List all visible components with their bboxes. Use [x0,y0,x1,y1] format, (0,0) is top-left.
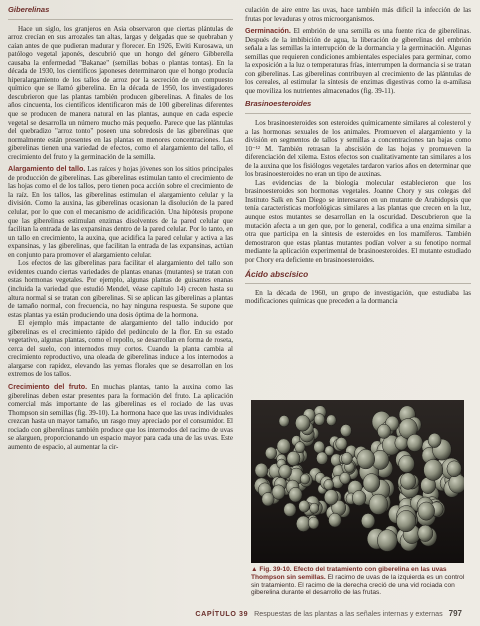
section-title-abscisic-acid: Ácido abscísico [245,269,309,280]
grape-berry [316,452,327,465]
paragraph-text: En muchas plantas, tanto la auxina como las giberelinas deben estar presentes para la formación del fruto. La aplicación comercial más importante de las giberelinas es el rociado de las uvas Thompson sin semillas (fig. 39-10). La hormona hace que las uvas individuales crezcan hasta un mayor tamaño, un rasgo muy apreciado por el consumidor. El rociado con giberelinas también produce que los internodos del racimo de uvas se alarguen, proporcionando un espacio mayor para cada una de las uvas. Este aumento de espacio, al aumentar la cir- [8,382,233,451]
grape-berry [324,479,334,490]
grape-berry [287,451,300,466]
page-footer [195,609,462,618]
paragraph-lead: Germinación. [245,26,291,36]
chapter-label: CAPÍTULO 39 [195,610,249,618]
grape-berry [279,465,292,479]
grape-berry [399,455,415,472]
caption-title: ▲ Fig. 39-10. Efecto del tratamiento con giberelina en las uvas Thompson sin semillas. [251,566,447,581]
grape-berry [377,424,390,438]
grape-berry [357,449,375,469]
paragraph: Las evidencias de la biología molecular establecieron que los brasinoesteroides son hormonas vegetales. Joanne Chory y sus colegas del Instituto Salk en San Diego se interesaron en un mutante de Arabidopsis que tenía características morfológicas similares a las plantas que crecen en la luz, aunque estos mutantes se desarrollan en la oscuridad. Descubrieron que la mutación afecta a un gen que, por lo general, codifica a una enzima similar a otra que participa en la síntesis de esteroides en los mamíferos. También demostraron que estas plantas mutantes podían volver a su fenotipo normal mediante la aplicación experimental de brasinoesteroides. El mutante estudiado por Chory era deficiente en brasinoesteroides. [245,178,471,264]
paragraph-text: El embrión de una semilla es una fuente rica de giberelinas. Después de la imbibición de agua, la liberación de giberelinas del embrión señala a las semillas la interrupción de la dormancia y la germinación. Algunas semillas que requieren condiciones ambientales especiales para germinar, como la exposición a la luz o temperaturas frías, interrumpen la dormancia si se tratan con giberelinas. Las giberelinas contribuyen al crecimiento de las plántulas de los cereales, al estimular la síntesis de enzimas digestivas como la α-amilasa que moviliza los nutrientes almacenados (fig. 39-11). [245,27,471,95]
grape-berry [418,502,435,520]
grape-berry [299,500,310,512]
grape-berry [314,441,325,453]
grape-berry [326,415,336,426]
paragraph: Hace un siglo, los granjeros en Asia observaron que ciertas plántulas de arroz crecían en sus arrozales tan altas, largas y delgadas que se quebraban y caían antes de que pudieran madurar y florecer. En 1926, Ewiti Kurosawa, un patólogo vegetal japonés, descubrió que un hongo del género Gibberella causaba la enfermedad "Bakanae" (semillas bobas o plantas tontas). En la década de 1930, los científicos japoneses determinaron que el hongo producía hiperalargamiento de los tallos de arroz por la secreción de un compuesto químico que se llamó giberelina. En la década de 1950, los investigadores descubrieron que las plantas también producen giberelinas. A finales de los años cincuenta, los científicos identificaron más de 100 giberelinas diferentes que se producen de manera natural en las plantas, aunque en cada especie vegetal se desarrolla un número mucho más pequeño. Parece que las plántulas del quebradizo "arroz tonto" poseen una sobredosis de las giberelinas que normalmente están presentes en las plantas en menores concentraciones. Las giberelinas tienen una variedad de efectos, como el alargamiento del tallo, el crecimiento del fruto y la germinación de la semilla. [8,24,233,161]
grape-berry [363,474,380,493]
grape-berry [265,447,276,459]
paragraph-fruit-growth [8,383,233,451]
grape-berry [277,439,291,454]
paragraph: Los efectos de las giberelinas para facilitar el alargamiento del tallo son evidentes cuando ciertas variedades de plantas enanas (mutantes) se tratan con estas hormonas vegetales. Por ejemplo, algunas plantas de guisantes enanas (incluida la variedad que estudió Mendel, véase capítulo 14) crecen hasta su altura normal si se tratan con giberelinas. Si se aplican las giberelinas a plantas de tamaño normal, con frecuencia, no hay ninguna respuesta. Se supone que estas plantas ya están produciendo una dosis óptima de la hormona. [8,259,233,319]
grape-berry [314,414,325,426]
grape-clusters-illustration [251,400,464,563]
grape-berry [428,433,441,447]
section-rule [245,283,471,284]
right-column [245,6,471,306]
grape-berry [295,442,305,453]
paragraph-germination [245,27,471,95]
grape-berry [295,415,310,431]
grape-berry [401,473,416,490]
grape-berry [308,517,319,529]
grape-berry [336,437,347,450]
paragraph-lead: Crecimiento del fruto. [8,381,88,391]
grape-berry [262,492,274,506]
grape-berry [447,461,462,477]
grape-berry [418,525,433,542]
grape-berry [352,490,366,505]
grape-berry [255,463,268,477]
section-title-gibberellins: Giberelinas [8,5,50,14]
grape-berry [340,424,351,436]
paragraph: El ejemplo más impactante de alargamiento del tallo inducido por giberelinas es el crecimiento rápido del pedúnculo de la flor. En su estado vegetativo, algunas plantas, como el repollo, se desarrollan en forma de roseta, cerca del suelo, con internodos muy cortos. Cuando la planta cambia al crecimiento reproductivo, una oleada de giberelinas induce a los internodos a alargarse con rapidez, elevando las yemas florales que se desarrollan en los extremos de los tallos. [8,319,233,379]
grape-berry [340,472,351,484]
grape-berry [329,513,342,527]
grape-berry [300,474,309,484]
grape-berry [369,494,388,514]
grape-berry [449,474,464,493]
grape-berry [396,510,415,531]
paragraph: culación de aire entre las uvas, hace también más difícil la infección de las frutas por levaduras y otros microorganismos. [245,6,471,23]
grape-berry [377,530,397,552]
section-rule [8,19,233,20]
grape-berry [424,459,443,480]
figure-caption [251,566,467,597]
page-number: 797 [448,609,462,618]
section-title-brassinosteroids: Brasinoesteroides [245,99,312,109]
left-column [8,6,233,451]
chapter-title: Respuestas de las plantas a las señales internas y externas [254,610,443,618]
paragraph-text: Las raíces y hojas jóvenes son los sitios principales de producción de giberelinas. Las giberelinas estimulan tanto el crecimiento de las hojas como el de los tallos, pero tienen poca acción sobre el crecimiento de la raíz. En los tallos, las giberelinas estimulan el alargamiento celular y la división. Como la auxina, las giberelinas ocasionan la disolución de la pared celular, por lo que con el mecanismo de acidificación. Una hipótesis propone que las giberelinas estimulan enzimas disolventes de la pared celular que facilitan la entrada de las expansinas dentro de la pared celular. Por lo tanto, en un tallo en crecimiento, la auxina, que acidifica la pared celular y activa a las expansinas, y las giberelinas, que facilitan la entrada de las expansinas, actúan en conjunto para promover el alargamiento celular. [8,165,233,259]
grape-berry [324,490,338,505]
grape-berry [310,503,319,513]
paragraph-stem-elongation [8,165,233,259]
grape-berry [407,434,423,451]
paragraph: En la década de 1960, un grupo de investigación, que estudiaba las modificaciones químicas que preceden a la dormancia [245,288,471,306]
paragraph: Los brasinoesteroides son esteroides químicamente similares al colesterol y a las hormonas sexuales de los animales. Promueven el alargamiento y la división en segmentos de tallos y semillas a concentraciones tan bajas como 10⁻¹² M. También retrasan la abscisión de las hojas y promueven la diferenciación del xilema. Estos efectos son cualitativamente tan similares a los de la auxina que los fisiólogos vegetales tardaron varios años en determinar que los brasinoesteroides no eran un tipo de auxinas. [245,119,471,179]
paragraph-lead: Alargamiento del tallo. [8,164,86,174]
grape-berry [341,452,352,464]
section-rule [245,113,471,114]
grape-berry [284,503,296,517]
grape-berry [279,415,289,426]
grapes-photo [251,400,464,563]
caption-body: El racimo de uvas de la izquierda es un control sin tratamiento. El racimo de la derecha creció de una vid rociada con giberelina durante el desarrollo de las frutas. [251,573,465,597]
grape-berry [289,487,302,502]
grape-berry [361,513,375,528]
